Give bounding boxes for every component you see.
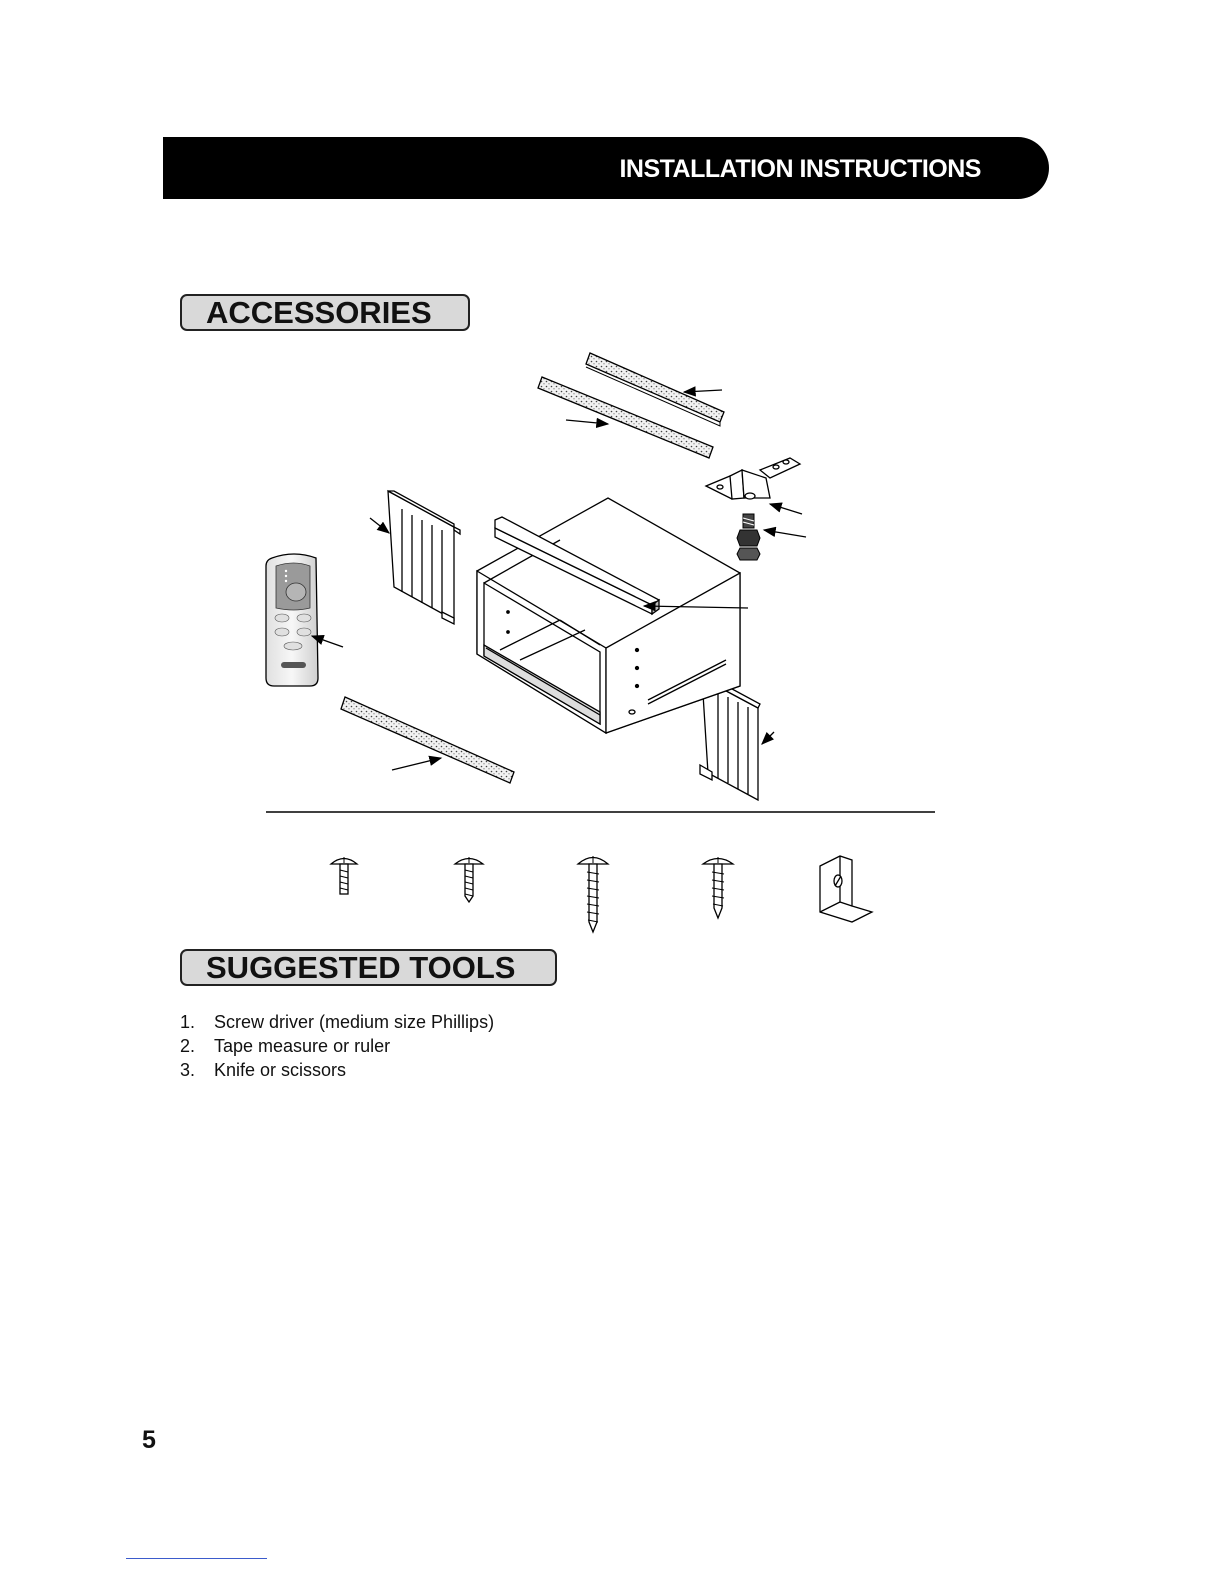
list-item: 3. Knife or scissors	[180, 1060, 347, 1080]
screw-medium-icon	[455, 857, 483, 902]
bolt-and-nut	[737, 514, 760, 560]
page-title: INSTALLATION INSTRUCTIONS	[619, 155, 981, 183]
screw-long-icon	[578, 856, 608, 932]
foam-seal-strip-middle	[538, 377, 713, 458]
l-bracket-icon	[820, 856, 872, 922]
tools-list	[180, 1010, 494, 1082]
list-item: 1. Screw driver (medium size Phillips)	[180, 1012, 495, 1032]
header-bar	[163, 137, 1049, 199]
page-number: 5	[142, 1426, 156, 1454]
suggested-tools-heading: SUGGESTED TOOLS	[180, 949, 557, 986]
list-item: 2. Tape measure or ruler	[180, 1036, 391, 1056]
footer-link-line	[126, 1558, 267, 1559]
foam-seal-strip-bottom	[341, 697, 514, 783]
window-locking-bracket	[706, 458, 800, 499]
screw-tapping-icon	[703, 857, 733, 918]
screw-short-icon	[331, 857, 357, 894]
accessories-diagram	[0, 340, 1224, 940]
accessories-heading: ACCESSORIES	[180, 294, 470, 331]
remote-control	[266, 554, 318, 686]
side-curtain-left	[388, 491, 460, 624]
